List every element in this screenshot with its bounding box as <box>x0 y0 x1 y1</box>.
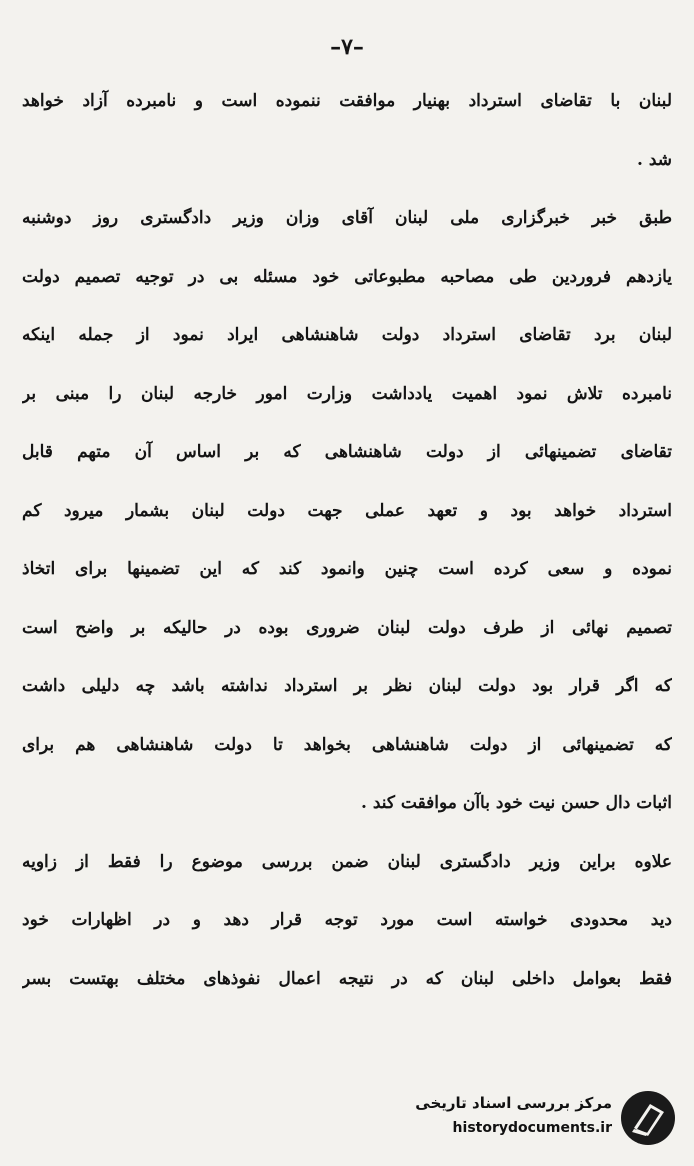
text-line: اثبات دال حسن نیت خود باآن موافقت کند . <box>360 793 672 813</box>
text-line: استرداد خواهد بود و تعهد عملی جهت دولت لبنان بشمار میرود کم <box>22 500 672 521</box>
footer-logo <box>415 1088 676 1148</box>
text-line: علاوه براین وزیر دادگستری لبنان ضمن بررسی موضوع را فقط از زاویه <box>22 851 672 872</box>
text-line: دید محدودی خواسته است مورد توجه قرار دهد و در اظهارات خود <box>22 910 672 930</box>
text-line: فقط بعوامل داخلی لبنان که در نتیجه اعمال نفوذهای مختلف بهتست بسر <box>22 968 672 989</box>
text-line: یازدهم فروردین طی مصاحبه مطبوعاتی خود مسئله بی در توجیه تصمیم دولت <box>22 266 672 287</box>
text-line: شد . <box>636 149 672 170</box>
org-name: مرکز بررسی اسناد تاریخی <box>415 1094 612 1112</box>
text-line: تصمیم نهائی از طرف دولت لبنان ضروری بوده در حالیکه بر واضح است <box>22 617 672 638</box>
text-line: طبق خبر خبرگزاری ملی لبنان آقای وزان وزیر دادگستری روز دوشنبه <box>22 208 672 228</box>
page-number: –۷– <box>330 34 364 60</box>
text-line: که تضمینهائی از دولت شاهنشاهی بخواهد تا دولت شاهنشاهی هم برای <box>22 734 672 755</box>
body-text <box>22 82 672 1018</box>
text-line: که اگر قرار بود دولت لبنان نظر بر استرداد نداشته باشد چه دلیلی داشت <box>22 676 672 696</box>
text-line: نموده و سعی کرده است چنین وانمود کند که این تضمینها برای اتخاذ <box>22 559 672 579</box>
text-line: لبنان برد تقاضای استرداد دولت شاهنشاهی ایراد نمود از جمله اینکه <box>22 325 672 345</box>
document-stack-icon <box>620 1090 676 1146</box>
site-url: historydocuments.ir <box>452 1120 612 1136</box>
text-line: لبنان با تقاضای استرداد بهنیار موافقت ننموده است و نامبرده آزاد خواهد <box>22 91 672 111</box>
text-line: نامبرده تلاش نمود اهمیت یادداشت وزارت امور خارجه لبنان را مبنی بر <box>22 383 672 404</box>
text-line: تقاضای تضمینهائی از دولت شاهنشاهی که بر اساس آن متهم قابل <box>22 442 672 462</box>
